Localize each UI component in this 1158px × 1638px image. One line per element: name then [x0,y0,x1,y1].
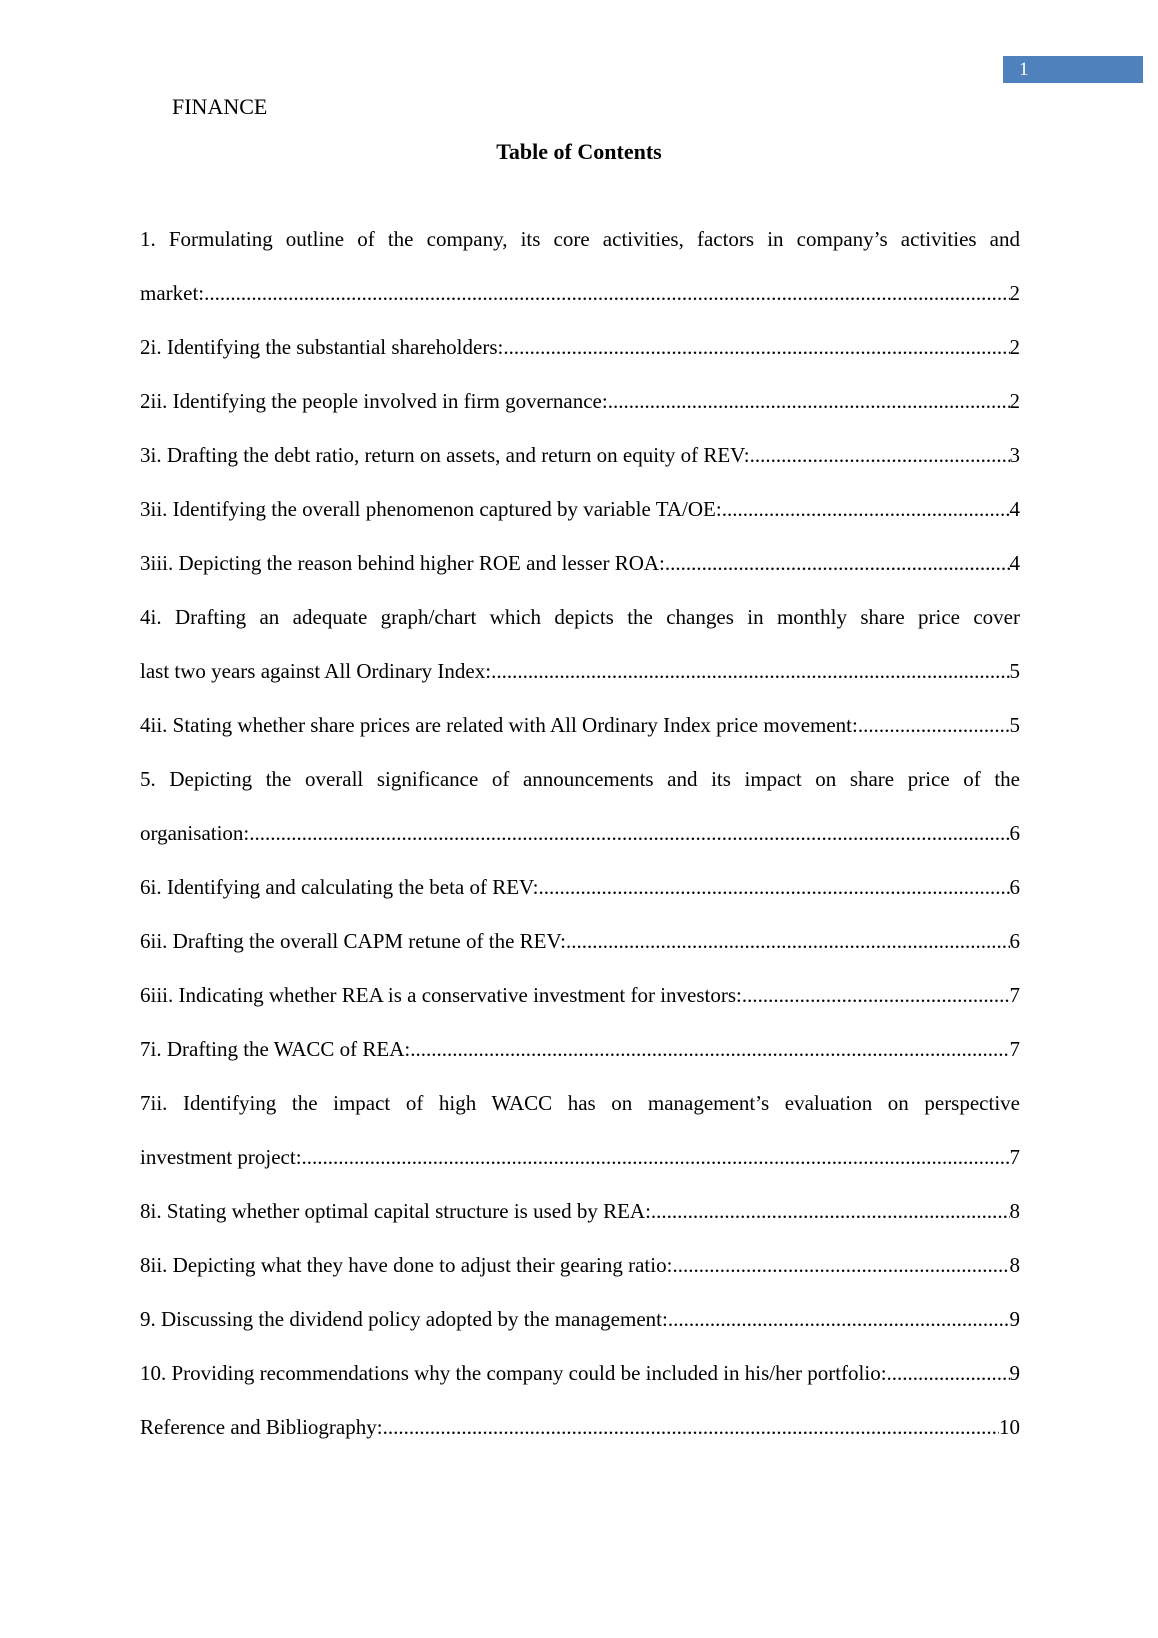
toc-entry-page-number: 5 [1009,659,1020,683]
toc-entry-line [140,644,1020,698]
toc-entry-page-number: 7 [1009,1037,1020,1061]
toc-entry-page-number: 2 [1009,335,1020,359]
toc-entry-line [140,374,1020,428]
toc-dot-leader [858,698,1010,752]
toc-entry-text: investment project: [140,1145,302,1169]
toc-dot-leader [665,536,1010,590]
toc-entry-text: 3ii. Identifying the overall phenomenon captured by variable TA/OE: [140,497,722,521]
toc-entry[interactable] [140,1346,1020,1400]
toc-entry-text: 8ii. Depicting what they have done to adjust their gearing ratio: [140,1253,673,1277]
toc-dot-leader [742,968,1010,1022]
toc-entry-text: 8i. Stating whether optimal capital structure is used by REA: [140,1199,651,1223]
toc-entry[interactable] [140,320,1020,374]
toc-entry-page-number: 10 [999,1415,1020,1439]
toc-entry-line [140,1130,1020,1184]
toc-entry-text: 3i. Drafting the debt ratio, return on assets, and return on equity of REV: [140,443,750,467]
toc-entry[interactable] [140,1238,1020,1292]
toc-entry-first-line: 5. Depicting the overall significance of announcements and its impact on share price of the [140,767,1020,791]
toc-entry[interactable] [140,212,1020,320]
toc-entry-line [140,1292,1020,1346]
toc-entry-page-number: 7 [1009,983,1020,1007]
toc-entry-line [140,1184,1020,1238]
toc-entry[interactable] [140,1400,1020,1454]
toc-entry-page-number: 7 [1009,1145,1020,1169]
toc-entry-first-line: 4i. Drafting an adequate graph/chart which depicts the changes in monthly share price cover [140,605,1020,629]
toc-entry-first-line: 7ii. Identifying the impact of high WACC has on management’s evaluation on perspective [140,1091,1020,1115]
toc-entry-text: 4ii. Stating whether share prices are related with All Ordinary Index price movement: [140,713,858,737]
toc-entry[interactable] [140,752,1020,860]
toc-entry-first-line: 1. Formulating outline of the company, its core activities, factors in company’s activities and [140,227,1020,251]
toc-entry[interactable] [140,1292,1020,1346]
toc-entry-page-number: 9 [1009,1307,1020,1331]
toc-entry-line [140,1400,1020,1454]
toc-entry-text: 2i. Identifying the substantial shareholders: [140,335,504,359]
toc-dot-leader [668,1292,1010,1346]
toc-dot-leader [750,428,1010,482]
toc-entry-page-number: 5 [1009,713,1020,737]
toc-entry-line [140,1346,1020,1400]
toc-entry-page-number: 8 [1009,1253,1020,1277]
toc-entry[interactable] [140,1076,1020,1184]
toc-entry-text: market: [140,281,205,305]
toc-entry-line [140,428,1020,482]
toc-entry-text: 2ii. Identifying the people involved in firm governance: [140,389,608,413]
toc-entry[interactable] [140,482,1020,536]
toc-entry-text: 10. Providing recommendations why the company could be included in his/her portfolio: [140,1361,887,1385]
running-header-title: FINANCE [172,94,268,119]
toc-entry-line [140,860,1020,914]
toc-entry[interactable] [140,860,1020,914]
toc-entry-text: 6ii. Drafting the overall CAPM retune of the REV: [140,929,566,953]
toc-entry-text: 6i. Identifying and calculating the beta of REV: [140,875,539,899]
toc-entry-line [140,968,1020,1022]
toc-dot-leader [722,482,1010,536]
toc-dot-leader [249,806,1009,860]
toc-entry-text: last two years against All Ordinary Index: [140,659,492,683]
page-number: 1 [1019,59,1029,80]
toc-entry-page-number: 6 [1009,929,1020,953]
toc-entry-page-number: 2 [1009,389,1020,413]
toc-entry[interactable] [140,1184,1020,1238]
toc-entry-line [140,914,1020,968]
toc-dot-leader [672,1238,1009,1292]
toc-entry-page-number: 4 [1009,551,1020,575]
toc-entry-text: 6iii. Indicating whether REA is a conservative investment for investors: [140,983,742,1007]
toc-entry-line [140,1022,1020,1076]
toc-entry-text: 3iii. Depicting the reason behind higher ROE and lesser ROA: [140,551,665,575]
toc-dot-leader [608,374,1010,428]
toc-entry[interactable] [140,536,1020,590]
toc-entry-text: organisation: [140,821,250,845]
toc-dot-leader [651,1184,1010,1238]
toc-entry-line [140,266,1020,320]
toc-entry-page-number: 6 [1009,875,1020,899]
toc-entry-text: 9. Discussing the dividend policy adopted by the management: [140,1307,668,1331]
toc-entry-line [140,482,1020,536]
toc-entry-text: Reference and Bibliography: [140,1415,383,1439]
toc-dot-leader [383,1400,999,1454]
toc-entry-line [140,806,1020,860]
toc-title: Table of Contents [496,139,662,164]
toc-entry-line [140,698,1020,752]
toc-entry-page-number: 4 [1009,497,1020,521]
toc-entry-line [140,536,1020,590]
table-of-contents [140,212,1020,1454]
toc-entry-page-number: 8 [1009,1199,1020,1223]
toc-dot-leader [204,266,1009,320]
toc-dot-leader [539,860,1010,914]
toc-entry[interactable] [140,968,1020,1022]
toc-dot-leader [887,1346,1010,1400]
toc-dot-leader [491,644,1009,698]
toc-entry-page-number: 2 [1009,281,1020,305]
toc-dot-leader [566,914,1010,968]
toc-entry-page-number: 9 [1009,1361,1020,1385]
toc-entry[interactable] [140,914,1020,968]
toc-entry-page-number: 3 [1009,443,1020,467]
toc-entry[interactable] [140,428,1020,482]
toc-entry-line [140,1238,1020,1292]
toc-dot-leader [302,1130,1010,1184]
toc-entry-page-number: 6 [1009,821,1020,845]
toc-dot-leader [503,320,1009,374]
toc-entry-line [140,320,1020,374]
toc-entry[interactable] [140,1022,1020,1076]
toc-entry[interactable] [140,590,1020,698]
toc-dot-leader [410,1022,1009,1076]
page-number-badge [1003,56,1143,83]
toc-entry[interactable] [140,374,1020,428]
toc-entry[interactable] [140,698,1020,752]
toc-entry-text: 7i. Drafting the WACC of REA: [140,1037,411,1061]
